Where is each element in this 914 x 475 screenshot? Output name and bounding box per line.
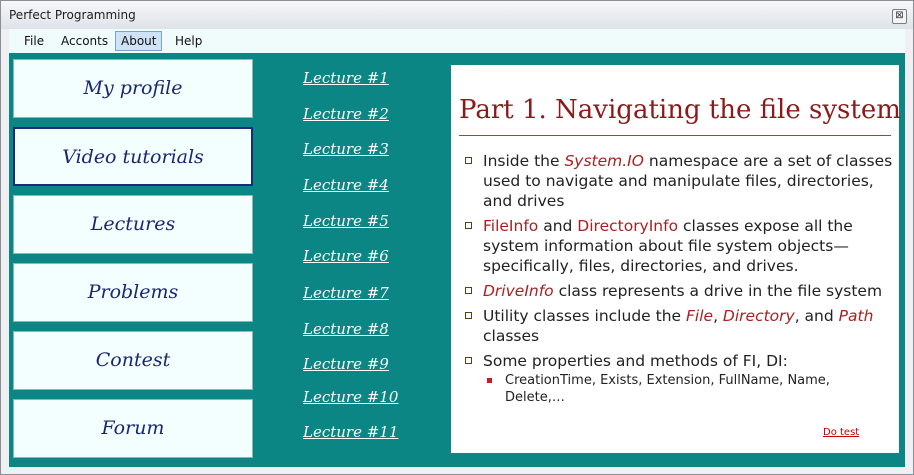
problems-button[interactable]: [13, 263, 253, 322]
forum-button[interactable]: [13, 399, 253, 458]
lecture-link-7[interactable]: Lecture #7: [303, 284, 389, 302]
bullet-text: classes expose all the system information about file system objects—specifically, files, directories, and drives.: [483, 217, 853, 275]
contest-label: Contest: [95, 349, 171, 371]
lecture-link-1[interactable]: Lecture #1: [303, 69, 389, 87]
bullet-text: class represents a drive in the file system: [553, 282, 883, 300]
problems-label: Problems: [87, 281, 179, 303]
window-title: Perfect Programming: [9, 8, 136, 22]
title-bar: [1, 1, 913, 29]
bullet-text: ,: [713, 307, 723, 325]
lecture-link-11[interactable]: Lecture #11: [303, 423, 399, 441]
lecture-link-6[interactable]: Lecture #6: [303, 247, 389, 265]
bullet-highlight: File: [685, 307, 714, 325]
lecture-link-5[interactable]: Lecture #5: [303, 212, 389, 230]
menu-about[interactable]: About: [115, 31, 162, 51]
square-bullet-icon: [465, 287, 472, 294]
lecture-link-8[interactable]: Lecture #8: [303, 320, 389, 338]
lectures-button[interactable]: [13, 195, 253, 254]
lectures-label: Lectures: [90, 213, 176, 235]
bullet-text: classes: [483, 327, 540, 345]
square-bullet-icon: [465, 312, 472, 319]
my-profile-button[interactable]: [13, 59, 253, 118]
menu-acconts[interactable]: Acconts: [61, 34, 109, 48]
bullet-text: Some properties and methods of FI, DI:: [483, 352, 788, 370]
my-profile-label: My profile: [83, 77, 183, 99]
menu-help[interactable]: Help: [175, 34, 203, 48]
lecture-link-9[interactable]: Lecture #9: [303, 355, 389, 373]
bullet-list: [465, 151, 893, 406]
video-tutorials-label: Video tutorials: [62, 146, 204, 168]
red-square-bullet-icon: [487, 378, 492, 383]
bullet-text: namespace are a set of classes used to navigate and manipulate files, directories, and drives: [483, 152, 893, 210]
main-panel: [9, 53, 905, 467]
lecture-slide: [451, 65, 899, 453]
lecture-link-10[interactable]: Lecture #10: [303, 388, 399, 406]
bullet-item: [465, 151, 893, 211]
bullet-highlight: System.IO: [564, 152, 644, 170]
sub-bullet-item: [465, 372, 893, 406]
bullet-highlight: DirectoryInfo: [577, 217, 679, 235]
bullet-item: [465, 281, 893, 301]
title-divider: [459, 135, 891, 136]
square-bullet-icon: [465, 157, 472, 164]
bullet-text: Utility classes include the: [483, 307, 686, 325]
sub-bullet-text: CreationTime, Exists, Extension, FullName, Name, Delete,…: [505, 373, 830, 405]
bullet-text: and: [538, 217, 578, 235]
bullet-highlight: Path: [838, 307, 874, 325]
bullet-highlight: DriveInfo: [483, 282, 554, 300]
menu-bar: [9, 29, 905, 53]
forum-label: Forum: [101, 417, 165, 439]
menu-file[interactable]: File: [24, 34, 45, 48]
square-bullet-icon: [465, 357, 472, 364]
square-bullet-icon: [465, 222, 472, 229]
contest-button[interactable]: [13, 331, 253, 390]
bullet-item: [465, 216, 893, 276]
close-icon[interactable]: ⊠: [892, 9, 907, 24]
bullet-highlight: Directory: [722, 307, 795, 325]
bullet-highlight: FileInfo: [483, 217, 539, 235]
bullet-text: Inside the: [483, 152, 565, 170]
lecture-link-4[interactable]: Lecture #4: [303, 176, 389, 194]
lecture-link-2[interactable]: Lecture #2: [303, 105, 389, 123]
video-tutorials-button[interactable]: [13, 127, 253, 186]
bullet-item: [465, 306, 893, 346]
slide-title: Part 1. Navigating the file system: [459, 95, 901, 125]
lecture-link-3[interactable]: Lecture #3: [303, 140, 389, 158]
do-test-link[interactable]: Do test: [823, 427, 860, 438]
bullet-item: [465, 351, 893, 371]
bullet-text: , and: [794, 307, 839, 325]
